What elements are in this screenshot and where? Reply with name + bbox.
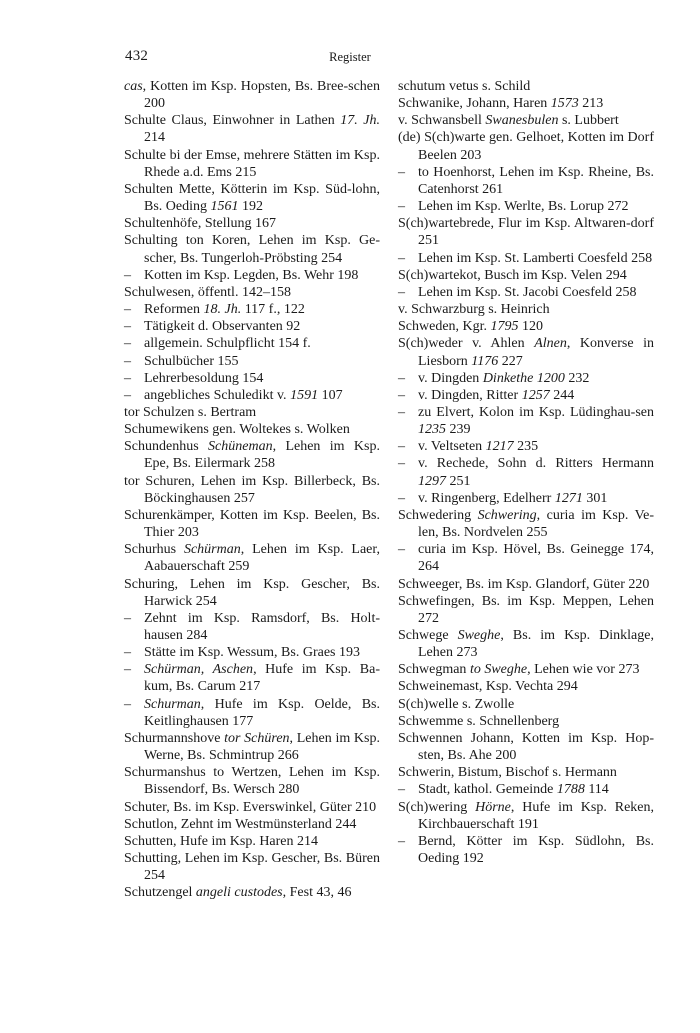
entry-text-italic: Schurman — [144, 696, 201, 712]
entry-text: S(ch)welle s. Zwolle — [398, 696, 515, 712]
index-entry — [398, 335, 654, 369]
entry-text: , Bs. im Ksp. Dinklage, Lehen 273 — [418, 628, 654, 661]
index-entry — [398, 764, 654, 781]
entry-text: Reformen — [144, 302, 204, 318]
entry-text: Schweeger, Bs. im Ksp. Glandorf, Güter 220 — [398, 576, 650, 592]
entry-text: , Lehen im Ksp. Werne, Bs. Schmintrup 266 — [144, 730, 380, 764]
entry-text: s. Lubbert — [558, 113, 619, 129]
entry-text-italic: 18. Jh. — [203, 302, 242, 318]
entry-text-italic: 1788 — [556, 782, 585, 798]
entry-text-italic: 1795 — [490, 319, 519, 335]
entry-text: Tätigkeit d. Observanten 92 — [144, 319, 301, 335]
subentry-dash: – — [124, 353, 131, 369]
entry-text: , Fest 43, 46 — [282, 885, 352, 901]
index-subentry — [124, 335, 380, 352]
entry-text: Schulwesen, öffentl. 142–158 — [124, 284, 291, 300]
entry-text: 227 — [498, 353, 523, 369]
subentry-dash: – — [398, 833, 405, 849]
entry-text: Lehen im Ksp. St. Lamberti Coesfeld 258 — [418, 250, 653, 266]
entry-text: Schurhus — [124, 542, 184, 558]
entry-text: Schumewikens gen. Woltekes s. Wolken — [124, 422, 350, 438]
subentry-dash: – — [398, 370, 405, 386]
entry-text: 235 — [513, 439, 539, 455]
entry-text: Schwedering — [398, 507, 478, 523]
index-entry — [398, 507, 654, 541]
index-entry — [124, 147, 380, 181]
entry-text: Stadt, kathol. Gemeinde — [418, 782, 557, 798]
index-entry — [398, 799, 654, 833]
entry-text: S(ch)wartekot, Busch im Ksp. Velen 294 — [398, 267, 627, 283]
index-entry — [398, 627, 654, 661]
subentry-dash: – — [124, 336, 131, 352]
index-subentry — [124, 610, 380, 644]
entry-text: v. Dingden, Ritter — [418, 387, 522, 403]
entry-text-italic: Schwering — [477, 507, 537, 523]
entry-text: Schutlon, Zehnt im Westmünsterland 244 — [124, 816, 357, 832]
entry-text: Kotten im Ksp. Legden, Bs. Wehr 198 — [144, 267, 359, 283]
index-entry — [124, 764, 380, 798]
entry-text-italic: Sweghe — [457, 628, 501, 643]
entry-text-italic: 1591 — [290, 387, 319, 403]
entry-text: Schwefingen, Bs. im Ksp. Meppen, Lehen 272 — [398, 593, 654, 626]
index-entry — [124, 473, 380, 507]
index-entry — [398, 215, 654, 249]
subentry-dash: – — [124, 370, 131, 386]
index-entry — [124, 507, 380, 541]
index-subentry — [124, 696, 380, 730]
entry-text: Schwerin, Bistum, Bischof s. Hermann — [398, 765, 617, 781]
index-entry — [124, 541, 380, 575]
entry-text: 107 — [318, 387, 343, 403]
entry-text: angebliches Schuledikt v. — [144, 387, 291, 403]
entry-text: to Hoenhorst, Lehen im Ksp. Rheine, Bs. Catenhorst 261 — [418, 164, 654, 197]
index-entry — [398, 95, 654, 112]
index-subentry — [398, 404, 654, 438]
subentry-dash: – — [124, 267, 131, 283]
index-subentry — [398, 198, 654, 215]
index-subentry — [398, 164, 654, 198]
entry-text: Schwegman — [398, 662, 470, 678]
index-entry — [124, 112, 380, 146]
entry-text: Schweinemast, Ksp. Vechta 294 — [398, 679, 578, 695]
entry-text: Schultenhöfe, Stellung 167 — [124, 216, 277, 232]
index-entry — [124, 404, 380, 421]
entry-text: 117 f., 122 — [241, 302, 305, 318]
entry-text: , Lehen im Ksp. Epe, Bs. Eilermark 258 — [144, 439, 380, 472]
entry-text: Lehen im Ksp. Werlte, Bs. Lorup 272 — [418, 199, 629, 215]
index-entry — [124, 181, 380, 215]
subentry-dash: – — [124, 319, 131, 335]
entry-text: Schweden, Kgr. — [398, 319, 491, 335]
index-subentry — [398, 387, 654, 404]
entry-text-italic: cas — [124, 79, 143, 94]
entry-text: S(ch)weder v. Ahlen — [398, 336, 535, 352]
entry-text: 232 — [564, 370, 590, 386]
entry-text: Schuring, Lehen im Ksp. Gescher, Bs. Harwick 254 — [124, 576, 380, 609]
index-subentry — [398, 833, 654, 867]
index-entry — [124, 799, 380, 816]
entry-text: Schwanike, Johann, Haren — [398, 96, 551, 112]
entry-text-italic: Alnen — [534, 336, 567, 352]
index-subentry — [124, 318, 380, 335]
entry-text-italic: to Sweghe — [469, 662, 528, 678]
index-subentry — [398, 490, 654, 507]
entry-text: Stätte im Ksp. Wessum, Bs. Graes 193 — [144, 645, 360, 661]
entry-text: , Kotten im Ksp. Hopsten, Bs. Bree-schen 200 — [142, 79, 380, 112]
index-subentry — [398, 250, 654, 267]
index-entry — [398, 301, 654, 318]
index-entry — [124, 421, 380, 438]
entry-text: , Lehen im Ksp. Laer, Aabauerschaft 259 — [144, 542, 380, 575]
entry-text-italic: 1176 — [471, 353, 499, 369]
index-entry — [398, 661, 654, 678]
index-entry — [398, 267, 654, 284]
index-entry — [398, 593, 654, 627]
entry-text-italic: 1271 — [554, 490, 583, 506]
entry-text: 214 — [144, 130, 165, 146]
subentry-dash: – — [398, 439, 405, 455]
entry-text: zu Elvert, Kolon im Ksp. Lüdinghau-sen — [418, 404, 654, 420]
index-entry — [124, 576, 380, 610]
subentry-dash: – — [124, 387, 131, 403]
subentry-dash: – — [398, 164, 405, 180]
entry-text: 244 — [549, 387, 575, 403]
entry-text-italic: 1217 — [485, 439, 514, 455]
entry-text: , Konverse in Liesborn — [418, 336, 654, 369]
entry-text: Schurmannshove — [124, 730, 225, 746]
index-entry — [398, 696, 654, 713]
index-entry — [398, 129, 654, 163]
index-subentry — [398, 438, 654, 455]
subentry-dash: – — [398, 199, 405, 215]
index-entry — [124, 833, 380, 850]
subentry-dash: – — [124, 610, 131, 626]
entry-text: Schulting ton Koren, Lehen im Ksp. Ge-scher, Bs. Tungerloh-Pröbsting 254 — [124, 233, 380, 266]
entry-text: v. Dingden — [418, 370, 483, 386]
entry-text: , Lehen wie vor 273 — [527, 662, 640, 678]
entry-text: Schulte bi der Emse, mehrere Stätten im Ksp. Rhede a.d. Ems 215 — [124, 147, 380, 180]
entry-text: (de) S(ch)warte gen. Gelhoet, Kotten im Dorf Beelen 203 — [398, 130, 654, 163]
index-subentry — [398, 370, 654, 387]
entry-text: 239 — [446, 422, 471, 438]
entry-text: S(ch)wartebrede, Flur im Ksp. Altwaren-dorf 251 — [398, 216, 654, 249]
subentry-dash: – — [398, 404, 405, 420]
entry-text-italic: Swanesbulen — [485, 113, 559, 129]
entry-text: 301 — [582, 490, 608, 506]
index-subentry — [398, 455, 654, 489]
entry-text-italic: Schürman — [183, 542, 241, 558]
entry-text: allgemein. Schulpflicht 154 f. — [144, 336, 311, 352]
entry-text: Schulbücher 155 — [144, 353, 239, 369]
entry-text-italic: angeli custodes — [195, 885, 283, 901]
entry-text: Schurenkämper, Kotten im Ksp. Beelen, Bs. Thier 203 — [124, 507, 380, 541]
entry-text-italic: tor Schüren — [224, 730, 290, 746]
entry-text: 114 — [584, 782, 609, 798]
entry-text: Schurmanshus to Wertzen, Lehen im Ksp. Bissendorf, Bs. Wersch 280 — [124, 765, 380, 798]
index-entry — [124, 438, 380, 472]
entry-text: , curia im Ksp. Ve-len, Bs. Nordvelen 255 — [418, 507, 655, 541]
entry-text: 251 — [446, 473, 471, 489]
index-subentry — [124, 387, 380, 404]
index-entry — [124, 215, 380, 232]
entry-text: Schutting, Lehen im Ksp. Gescher, Bs. Büren 254 — [124, 851, 380, 884]
entry-text-italic: 17. Jh. — [340, 113, 380, 129]
entry-text: tor Schulzen s. Bertram — [124, 404, 257, 420]
index-entry — [124, 232, 380, 266]
index-entry — [398, 78, 654, 95]
entry-text-italic: Schürman, Aschen — [144, 662, 254, 678]
subentry-dash: – — [124, 696, 131, 712]
entry-text: Lehrerbesoldung 154 — [144, 370, 264, 386]
subentry-dash: – — [398, 250, 405, 266]
entry-text: 213 — [578, 96, 604, 112]
index-entry — [124, 284, 380, 301]
index-entry — [124, 884, 380, 901]
subentry-dash: – — [124, 645, 131, 661]
entry-text: , Hufe im Ksp. Reken, Kirchbauerschaft 191 — [418, 799, 655, 832]
entry-text: v. Ringenberg, Edelherr — [418, 490, 555, 506]
subentry-dash: – — [398, 284, 405, 300]
index-subentry — [398, 541, 654, 575]
entry-text: Schuter, Bs. im Ksp. Everswinkel, Güter 210 — [124, 799, 377, 815]
entry-text: v. Rechede, Sohn d. Ritters Hermann — [418, 456, 654, 472]
subentry-dash: – — [398, 456, 405, 472]
page-number: 432 — [125, 48, 149, 64]
entry-text: schutum vetus s. Schild — [398, 79, 531, 94]
index-entry — [398, 112, 654, 129]
entry-text: v. Schwansbell — [398, 113, 486, 129]
running-head: Register — [329, 50, 371, 64]
index-subentry — [124, 301, 380, 318]
subentry-dash: – — [398, 542, 405, 558]
index-subentry — [398, 284, 654, 301]
index-entry — [398, 678, 654, 695]
entry-text: 120 — [518, 319, 544, 335]
entry-text: Schwemme s. Schnellenberg — [398, 713, 560, 729]
index-entry — [124, 78, 380, 112]
index-entry — [124, 850, 380, 884]
subentry-dash: – — [124, 302, 131, 318]
index-column-right — [398, 78, 654, 867]
subentry-dash: – — [398, 490, 405, 506]
entry-text: Bernd, Kötter im Ksp. Südlohn, Bs. Oeding 192 — [418, 833, 654, 867]
entry-text-italic: Hörne — [475, 799, 511, 815]
index-entry — [398, 576, 654, 593]
index-subentry — [124, 370, 380, 387]
entry-text: v. Schwarzburg s. Heinrich — [398, 302, 550, 318]
index-subentry — [398, 781, 654, 798]
subentry-dash: – — [398, 782, 405, 798]
subentry-dash: – — [124, 662, 131, 678]
entry-text: Schutten, Hufe im Ksp. Haren 214 — [124, 833, 319, 849]
entry-text: v. Veltseten — [418, 439, 486, 455]
index-entry — [398, 713, 654, 730]
index-subentry — [124, 661, 380, 695]
entry-text: Schulte Claus, Einwohner in Lathen — [124, 113, 341, 129]
entry-text: Schwennen Johann, Kotten im Ksp. Hop-sten, Bs. Ahe 200 — [398, 730, 654, 764]
entry-text-italic: 1573 — [550, 96, 579, 112]
index-entry — [398, 318, 654, 335]
index-column-left — [124, 78, 380, 902]
entry-text: , Hufe im Ksp. Ba-kum, Bs. Carum 217 — [144, 662, 381, 695]
index-subentry — [124, 644, 380, 661]
index-entry — [124, 730, 380, 764]
entry-text: tor Schuren, Lehen im Ksp. Billerbeck, Bs. Böckinghausen 257 — [124, 473, 380, 506]
index-entry — [398, 730, 654, 764]
entry-text-italic: 1561 — [210, 199, 239, 215]
entry-text-italic: Schüneman — [208, 439, 273, 455]
entry-text: Schutzengel — [124, 885, 196, 901]
index-subentry — [124, 267, 380, 284]
entry-text: 192 — [238, 199, 263, 215]
entry-text: curia im Ksp. Hövel, Bs. Geinegge 174, 264 — [418, 542, 654, 575]
entry-text: Zehnt im Ksp. Ramsdorf, Bs. Holt-hausen 284 — [144, 610, 380, 643]
entry-text: Schundenhus — [124, 439, 209, 455]
entry-text-italic: 1297 — [418, 473, 446, 489]
entry-text-italic: 1235 — [418, 422, 446, 438]
entry-text: Schwege — [398, 628, 458, 643]
entry-text: Lehen im Ksp. St. Jacobi Coesfeld 258 — [418, 284, 637, 300]
entry-text-italic: Dinkethe 1200 — [482, 370, 565, 386]
index-entry — [124, 816, 380, 833]
entry-text-italic: 1257 — [521, 387, 550, 403]
subentry-dash: – — [398, 387, 405, 403]
entry-text: Schulten Mette, Kötterin im Ksp. Süd-lohn, Bs. Oeding — [124, 181, 380, 215]
entry-text: , Hufe im Ksp. Oelde, Bs. Keitlinghausen 177 — [144, 696, 380, 729]
entry-text: S(ch)wering — [398, 799, 476, 815]
index-subentry — [124, 353, 380, 370]
